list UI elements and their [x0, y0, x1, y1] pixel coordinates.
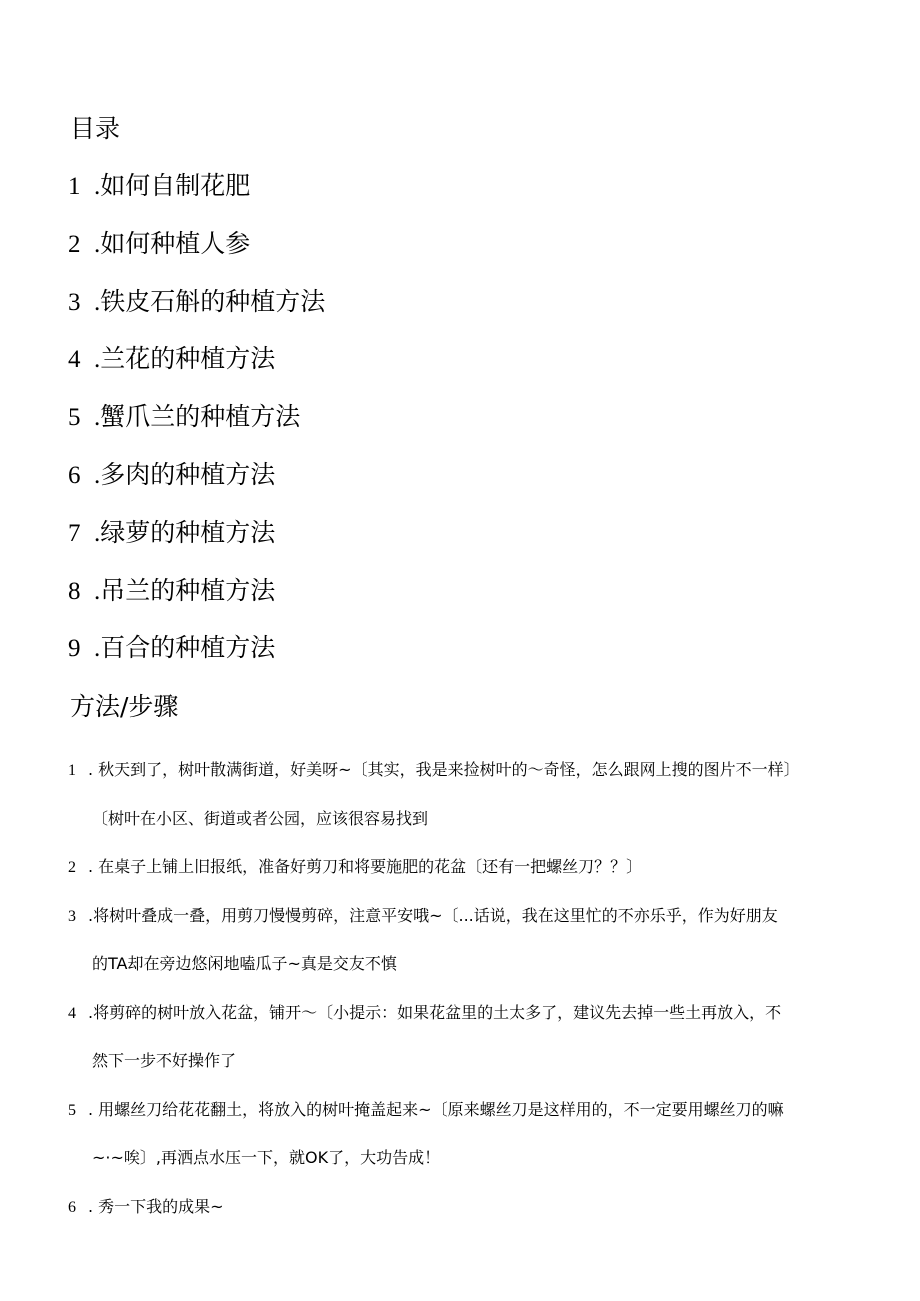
- step-number: 3: [68, 907, 76, 925]
- step-text: . 秀一下我的成果~: [88, 1196, 224, 1216]
- step-text-continued: ~·~唉〕,再洒点水压一下，就OK了，大功告成！: [92, 1148, 441, 1167]
- toc-item-text: 铁皮石斛的种植方法: [100, 286, 326, 316]
- toc-item-text: 蟹爪兰的种植方法: [100, 402, 301, 432]
- toc-item-text: 如何自制花肥: [100, 171, 251, 200]
- step-item: [68, 1183, 848, 1232]
- step-text-continued: 然下一步不好操作了: [92, 1051, 237, 1070]
- toc-item: 7 .绿萝的种植方法: [68, 516, 325, 574]
- toc-item-number: 6: [68, 461, 81, 489]
- toc-item: 2 .如何种植人参: [68, 227, 325, 285]
- toc-item: 5 .蟹爪兰的种植方法: [68, 400, 325, 458]
- step-item: [68, 843, 848, 892]
- step-text: .将剪碎的树叶放入花盆，铺开〜〔小提示：如果花盆里的土太多了，建议先去掉一些土再放入，不: [88, 1002, 782, 1022]
- toc-item: 6 .多肉的种植方法: [68, 458, 325, 516]
- step-number: 4: [68, 1004, 76, 1022]
- step-item: [68, 989, 848, 1086]
- toc-item: 4 .兰花的种植方法: [68, 342, 325, 400]
- step-text: . 秋天到了，树叶散满街道，好美呀~〔其实，我是来捡树叶的〜奇怪，怎么跟网上搜的图片不一样〕: [88, 760, 800, 779]
- step-item: [68, 746, 848, 843]
- toc-item-text: 兰花的种植方法: [100, 344, 276, 374]
- toc-item-text: 绿萝的种植方法: [100, 517, 276, 547]
- toc-item: 1 .如何自制花肥: [68, 169, 325, 227]
- step-number: 2: [68, 859, 76, 876]
- step-number: 6: [68, 1198, 76, 1216]
- toc-item-number: 4: [68, 346, 81, 374]
- toc-item: 9 .百合的种植方法: [68, 631, 325, 689]
- toc-item-number: 5: [68, 404, 81, 432]
- step-number: 5: [68, 1101, 76, 1119]
- toc-item-number: 8: [68, 577, 81, 605]
- toc-item-number: 3: [68, 288, 81, 316]
- step-text: . 在桌子上铺上旧报纸，准备好剪刀和将要施肥的花盆〔还有一把螺丝刀？？〕: [88, 857, 643, 876]
- step-item: [68, 892, 848, 989]
- toc-item-number: 9: [68, 635, 81, 663]
- toc-item-text: 如何种植人参: [100, 228, 251, 258]
- toc-title: 目录: [70, 114, 121, 143]
- toc-item-number: 1: [68, 173, 81, 200]
- steps-title: 方法/步骤: [70, 692, 179, 721]
- toc-item: 3 .铁皮石斛的种植方法: [68, 285, 325, 343]
- step-text-continued: 的TA却在旁边悠闲地嗑瓜子~真是交友不慎: [92, 954, 397, 973]
- toc-item-text: 百合的种植方法: [100, 633, 276, 663]
- toc-item-number: 2: [68, 230, 81, 258]
- step-text-continued: 〔树叶在小区、街道或者公园，应该很容易找到: [92, 808, 429, 828]
- step-number: 1: [68, 762, 76, 779]
- toc-item-number: 7: [68, 519, 81, 547]
- toc-item: 8 .吊兰的种植方法: [68, 574, 325, 632]
- step-text: .将树叶叠成一叠，用剪刀慢慢剪碎，注意平安哦~〔...话说，我在这里忙的不亦乐乎，作为好朋友: [88, 905, 778, 925]
- toc-list: [68, 169, 325, 689]
- step-item: [68, 1086, 848, 1183]
- toc-item-text: 吊兰的种植方法: [100, 575, 276, 605]
- step-text: . 用螺丝刀给花花翻土，将放入的树叶掩盖起来~〔原来螺丝刀是这样用的，不一定要用螺丝刀的嘛: [88, 1099, 784, 1119]
- toc-item-text: 多肉的种植方法: [100, 459, 276, 489]
- steps-list: [68, 746, 848, 1231]
